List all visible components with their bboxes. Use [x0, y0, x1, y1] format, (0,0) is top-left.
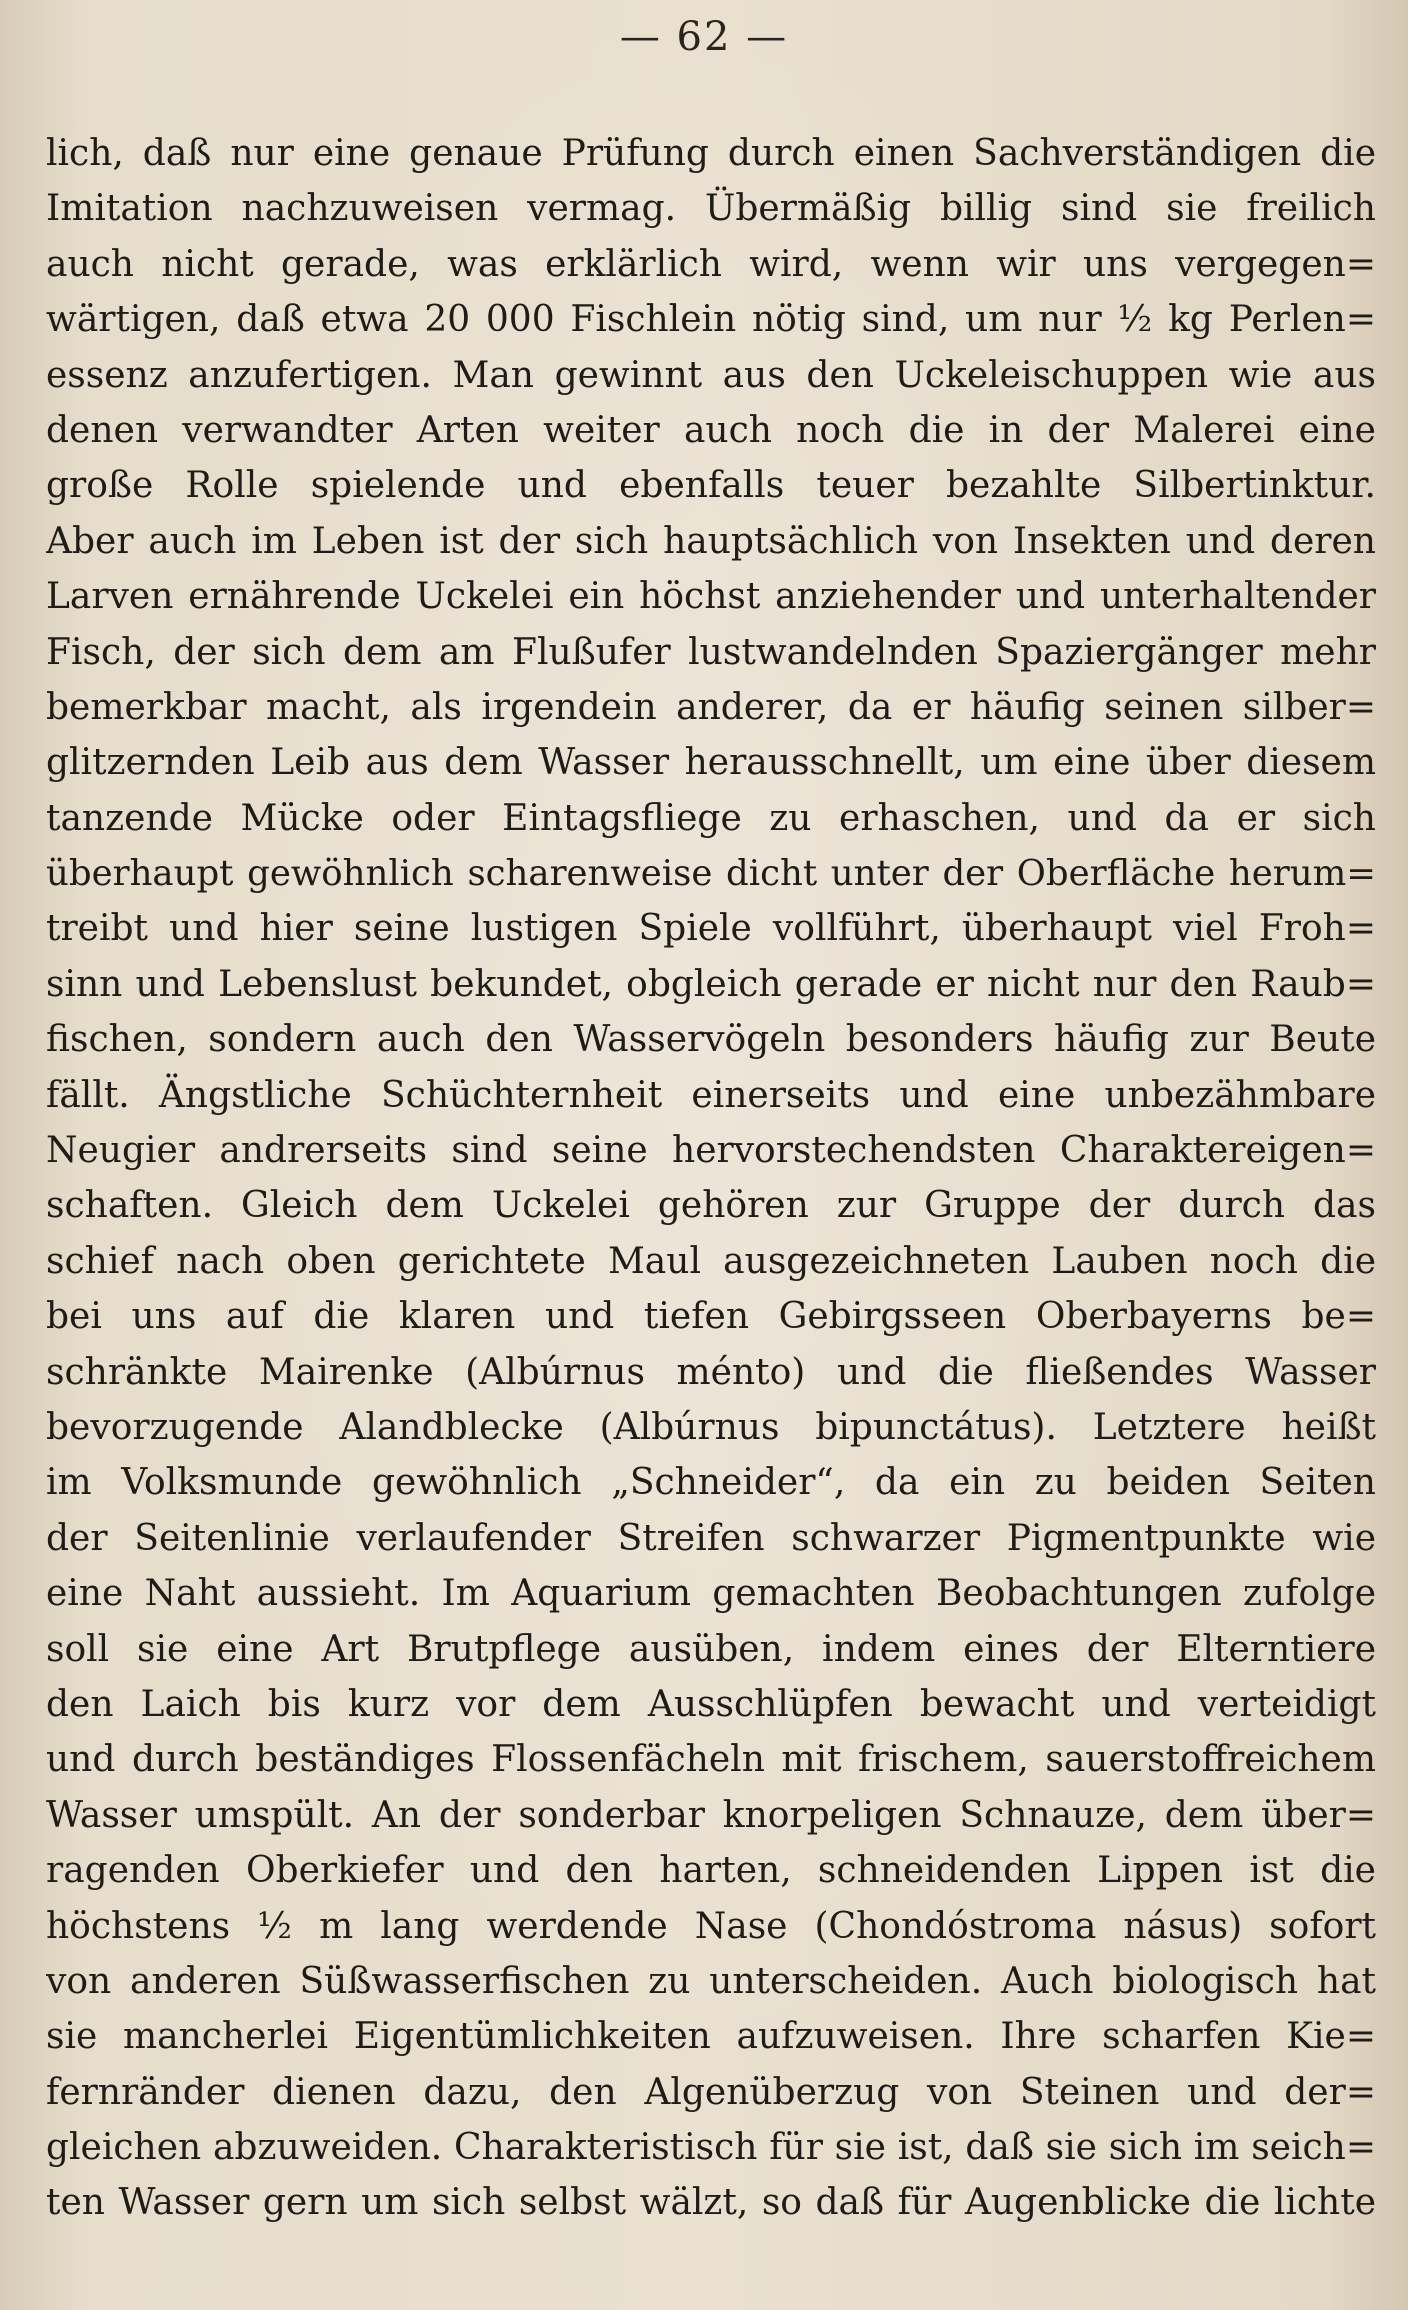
text-line: Imitation nachzuweisen vermag. Übermäßig billig sind sie freilich	[46, 188, 1376, 230]
text-line: soll sie eine Art Brutpflege ausüben, indem eines der Elterntiere	[46, 1628, 1376, 1670]
text-line: der Seitenlinie verlaufender Streifen schwarzer Pigmentpunkte wie	[46, 1517, 1376, 1559]
text-line: essenz anzufertigen. Man gewinnt aus den Uckeleischuppen wie aus	[46, 354, 1376, 396]
text-line: den Laich bis kurz vor dem Ausschlüpfen bewacht und verteidigt	[46, 1683, 1376, 1725]
text-line: lich, daß nur eine genaue Prüfung durch einen Sachverständigen die	[46, 133, 1376, 174]
text-line: schaften. Gleich dem Uckelei gehören zur Gruppe der durch das	[46, 1185, 1376, 1227]
text-line: Fisch, der sich dem am Flußufer lustwandelnden Spaziergänger mehr	[46, 631, 1376, 673]
text-line: und durch beständiges Flossenfächeln mit frischem, sauerstoffreichem	[46, 1739, 1376, 1781]
text-line: fernränder dienen dazu, den Algenüberzug von Steinen und der=	[46, 2071, 1376, 2113]
text-line: fällt. Ängstliche Schüchternheit einerseits und eine unbezähmbare	[46, 1074, 1376, 1116]
text-line: bemerkbar macht, als irgendein anderer, da er häufig seinen silber=	[46, 686, 1376, 728]
text-line: glitzernden Leib aus dem Wasser herausschnellt, um eine über diesem	[46, 742, 1376, 784]
text-line: ragenden Oberkiefer und den harten, schneidenden Lippen ist die	[46, 1850, 1376, 1892]
page-number: — 62 —	[619, 14, 789, 60]
text-line: überhaupt gewöhnlich scharenweise dicht unter der Oberfläche herum=	[46, 853, 1376, 895]
text-line: im Volksmunde gewöhnlich „Schneider“, da ein zu beiden Seiten	[46, 1462, 1376, 1504]
text-line: große Rolle spielende und ebenfalls teuer bezahlte Silbertinktur.	[46, 465, 1376, 507]
text-line: schief nach oben gerichtete Maul ausgezeichneten Lauben noch die	[46, 1240, 1376, 1282]
text-line: auch nicht gerade, was erklärlich wird, wenn wir uns vergegen=	[46, 243, 1376, 285]
text-line: fischen, sondern auch den Wasservögeln besonders häufig zur Beute	[46, 1019, 1376, 1061]
text-line: höchstens ½ m lang werdende Nase (Chondóstroma násus) sofort	[46, 1905, 1376, 1947]
text-line: denen verwandter Arten weiter auch noch die in der Malerei eine	[46, 409, 1376, 451]
text-line: Aber auch im Leben ist der sich hauptsächlich von Insekten und deren	[46, 520, 1376, 562]
text-line: tanzende Mücke oder Eintagsfliege zu erhaschen, und da er sich	[46, 797, 1376, 839]
text-line: sinn und Lebenslust bekundet, obgleich gerade er nicht nur den Raub=	[46, 963, 1376, 1005]
text-line: ten Wasser gern um sich selbst wälzt, so daß für Augenblicke die lichte	[46, 2182, 1376, 2224]
text-line: sie mancherlei Eigentümlichkeiten aufzuweisen. Ihre scharfen Kie=	[46, 2016, 1376, 2058]
text-line: wärtigen, daß etwa 20 000 Fischlein nötig sind, um nur ½ kg Perlen=	[46, 299, 1376, 341]
text-line: gleichen abzuweiden. Charakteristisch für sie ist, daß sie sich im seich=	[46, 2127, 1376, 2169]
body-text	[46, 126, 1376, 2231]
text-line: Wasser umspült. An der sonderbar knorpeligen Schnauze, dem über=	[46, 1794, 1376, 1836]
text-line: schränkte Mairenke (Albúrnus ménto) und die fließendes Wasser	[46, 1351, 1376, 1393]
text-line: bevorzugende Alandblecke (Albúrnus bipunctátus). Letztere heißt	[46, 1406, 1376, 1448]
text-line: treibt und hier seine lustigen Spiele vollführt, überhaupt viel Froh=	[46, 908, 1376, 950]
text-line: Larven ernährende Uckelei ein höchst anziehender und unterhaltender	[46, 576, 1376, 618]
text-line: eine Naht aussieht. Im Aquarium gemachten Beobachtungen zufolge	[46, 1573, 1376, 1615]
text-line: von anderen Süßwasserfischen zu unterscheiden. Auch biologisch hat	[46, 1960, 1376, 2002]
text-line: Neugier andrerseits sind seine hervorstechendsten Charaktereigen=	[46, 1130, 1376, 1172]
text-line: bei uns auf die klaren und tiefen Gebirgsseen Oberbayerns be=	[46, 1296, 1376, 1338]
